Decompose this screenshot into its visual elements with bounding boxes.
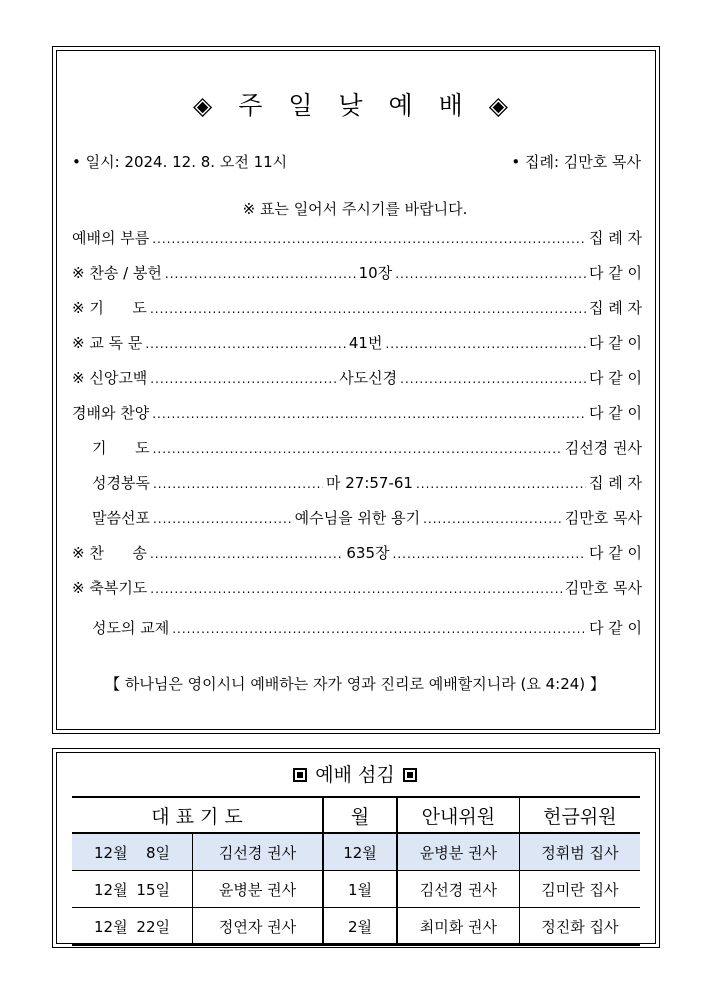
leader-dots xyxy=(152,405,586,423)
prayer-month: 12월 xyxy=(94,843,128,862)
order-item-person: 집 례 자 xyxy=(588,474,642,492)
order-item xyxy=(72,576,642,598)
duty-month: 1월 xyxy=(323,871,397,908)
leader-dots xyxy=(150,545,343,563)
order-item-detail: 41번 xyxy=(348,334,383,352)
prayer-date xyxy=(72,833,193,871)
table-row xyxy=(72,833,640,871)
leader-dots xyxy=(150,580,561,598)
duty-title-text: 예배 섬김 xyxy=(315,764,395,786)
order-item-person: 다 같 이 xyxy=(588,334,642,352)
leader-dots xyxy=(172,620,586,638)
prayer-day: 22일 xyxy=(136,917,170,936)
order-item-person: 집 례 자 xyxy=(588,299,642,317)
prayer-date xyxy=(72,871,193,908)
offering-name: 정진화 집사 xyxy=(519,908,640,946)
order-item-label: ※ 찬 송 xyxy=(72,544,147,562)
leader-dots xyxy=(153,475,323,493)
order-item-person: 집 례 자 xyxy=(588,229,642,247)
leader-dots xyxy=(153,510,292,528)
order-item-label: 말씀선포 xyxy=(92,509,150,527)
leader-dots xyxy=(145,335,346,353)
prayer-month: 12월 xyxy=(94,917,128,936)
order-item-detail: 예수님을 위한 용기 xyxy=(294,509,421,527)
duty-table xyxy=(72,796,640,946)
table-row xyxy=(72,908,640,946)
order-item-person: 다 같 이 xyxy=(588,369,642,387)
order-item-person: 다 같 이 xyxy=(588,404,642,422)
duty-title xyxy=(56,760,654,787)
order-item-detail: 10장 xyxy=(358,264,393,282)
order-item xyxy=(92,471,642,493)
leader-dots xyxy=(400,370,586,388)
order-item xyxy=(72,296,642,318)
offering-name: 김미란 집사 xyxy=(519,871,640,908)
order-item-person: 다 같 이 xyxy=(588,619,642,637)
order-item xyxy=(72,226,642,248)
order-item xyxy=(92,436,642,458)
header-offering: 헌금위원 xyxy=(519,797,640,833)
leader-dots xyxy=(150,300,586,318)
order-item-label: 경배와 찬양 xyxy=(72,404,150,422)
order-item-person: 김만호 목사 xyxy=(564,579,642,597)
duty-header-row xyxy=(72,797,640,833)
square-bullet-icon xyxy=(403,768,417,782)
offering-name: 정휘범 집사 xyxy=(519,833,640,871)
date-info: • 일시: 2024. 12. 8. 오전 11시 xyxy=(72,153,288,171)
order-item-label: ※ 신앙고백 xyxy=(72,369,148,387)
order-item-label: 성도의 교제 xyxy=(92,619,170,637)
leader-dots xyxy=(385,335,586,353)
order-item xyxy=(92,616,642,638)
leader-dots xyxy=(416,475,586,493)
leader-info: • 집례: 김만호 목사 xyxy=(511,153,641,171)
header-usher: 안내위원 xyxy=(397,797,519,833)
prayer-month: 12월 xyxy=(94,880,128,899)
duty-month: 2월 xyxy=(323,908,397,946)
leader-dots xyxy=(393,545,586,563)
square-bullet-icon xyxy=(293,768,307,782)
order-item-person: 다 같 이 xyxy=(588,264,642,282)
order-item-person: 김선경 권사 xyxy=(564,439,642,457)
order-item-label: ※ 교 독 문 xyxy=(72,334,143,352)
leader-dots xyxy=(423,510,562,528)
header-month: 월 xyxy=(323,797,397,833)
order-item-label: ※ 기 도 xyxy=(72,299,147,317)
order-item-label: ※ 축복기도 xyxy=(72,579,148,597)
leader-dots xyxy=(153,440,562,458)
order-item-detail: 마 27:57-61 xyxy=(325,474,413,492)
usher-name: 김선경 권사 xyxy=(397,871,519,908)
prayer-date xyxy=(72,908,193,946)
order-item-person: 다 같 이 xyxy=(588,544,642,562)
order-item-detail: 사도신경 xyxy=(339,369,398,387)
order-item xyxy=(92,506,642,528)
order-item-label: 성경봉독 xyxy=(92,474,150,492)
header-representative-prayer: 대 표 기 도 xyxy=(72,797,323,833)
usher-name: 윤병분 권사 xyxy=(397,833,519,871)
prayer-day: 8일 xyxy=(145,843,170,862)
order-item xyxy=(72,261,642,283)
scripture-verse: 【 하나님은 영이시니 예배하는 자가 영과 진리로 예배할지니라 (요 4:24) 】 xyxy=(105,675,605,693)
page-title: ◈ 주 일 낮 예 배 ◈ xyxy=(193,91,517,120)
order-item-label: ※ 찬송 / 봉헌 xyxy=(72,264,162,282)
leader-dots xyxy=(395,265,586,283)
leader-dots xyxy=(150,370,336,388)
usher-name: 최미화 권사 xyxy=(397,908,519,946)
order-item-label: 예배의 부름 xyxy=(72,229,150,247)
standing-notice: ※ 표는 일어서 주시기를 바랍니다. xyxy=(242,200,468,218)
table-row xyxy=(72,871,640,908)
duty-month: 12월 xyxy=(323,833,397,871)
order-item xyxy=(72,401,642,423)
leader-dots xyxy=(165,265,356,283)
prayer-leader: 김선경 권사 xyxy=(193,833,324,871)
prayer-day: 15일 xyxy=(136,880,170,899)
order-item-detail: 635장 xyxy=(346,544,390,562)
order-item xyxy=(72,541,642,563)
order-item-label: 기 도 xyxy=(92,439,150,457)
order-item xyxy=(72,366,642,388)
prayer-leader: 정연자 권사 xyxy=(193,908,324,946)
order-item-person: 김만호 목사 xyxy=(564,509,642,527)
order-item xyxy=(72,331,642,353)
prayer-leader: 윤병분 권사 xyxy=(193,871,324,908)
leader-dots xyxy=(152,230,586,248)
